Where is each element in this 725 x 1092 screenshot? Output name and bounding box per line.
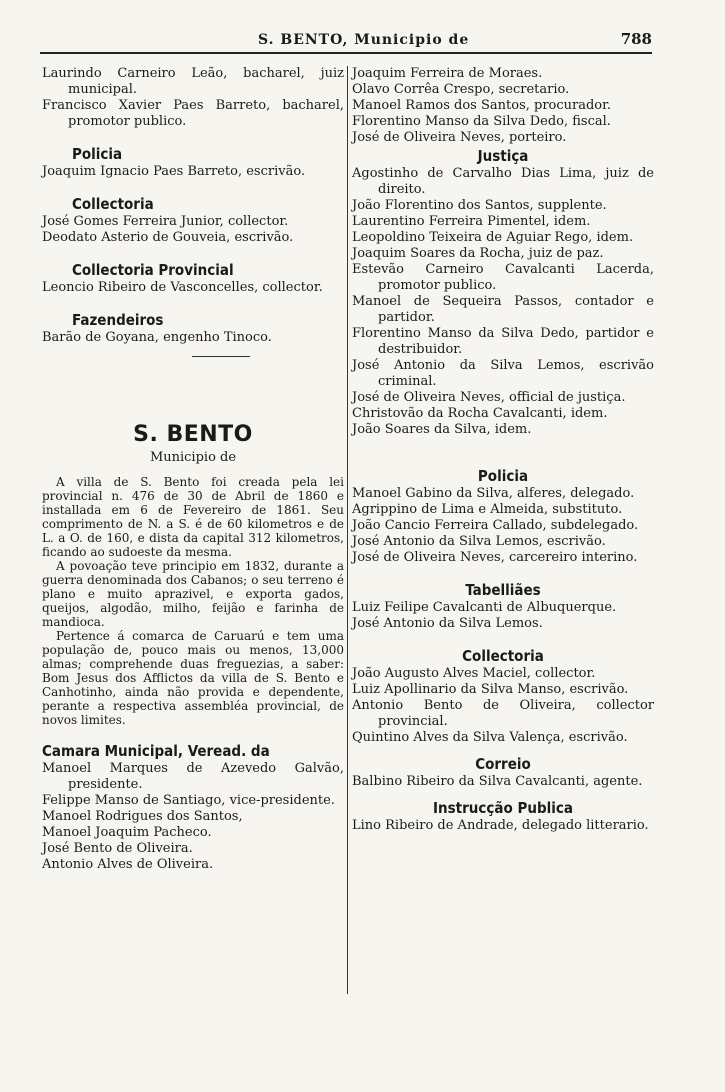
section-heading: Correio <box>475 755 531 773</box>
entry: Lino Ribeiro de Andrade, delegado litterario. <box>352 818 649 833</box>
entry: Laurentino Ferreira Pimentel, idem. <box>352 214 591 229</box>
entry: Joaquim Soares da Rocha, juiz de paz. <box>352 246 604 261</box>
column-divider <box>347 66 348 994</box>
section-heading: Collectoria Provincial <box>72 261 234 279</box>
entry: Luiz Feilipe Cavalcanti de Albuquerque. <box>352 600 617 615</box>
entry: Manoel Rodrigues dos Santos, <box>42 809 243 824</box>
entry: Joaquim Ignacio Paes Barreto, escrivão. <box>42 164 306 179</box>
entry: Manoel Marques de Azevedo Galvão, presidente. <box>42 761 344 792</box>
section-heading: Camara Municipal, Veread. da <box>42 742 270 760</box>
entry: José Antonio da Silva Lemos. <box>352 616 543 631</box>
entry: José Antonio da Silva Lemos, escrivão criminal. <box>352 358 654 389</box>
entry: José de Oliveira Neves, official de justiça. <box>352 390 626 405</box>
entry: José Gomes Ferreira Junior, collector. <box>42 214 289 229</box>
entry: Antonio Bento de Oliveira, collector provincial. <box>352 698 654 729</box>
entry: João Florentino dos Santos, supplente. <box>352 198 607 213</box>
municipio-subtitle: Municipio de <box>149 450 237 465</box>
page-header <box>40 28 652 50</box>
entry: Balbino Ribeiro da Silva Cavalcanti, agente. <box>352 774 643 789</box>
page-number: 788 <box>620 30 652 48</box>
entry: José de Oliveira Neves, porteiro. <box>352 130 567 145</box>
entry: José de Oliveira Neves, carcereiro interino. <box>352 550 638 565</box>
entry: Manoel de Sequeira Passos, contador e partidor. <box>352 294 654 325</box>
entry: João Soares da Silva, idem. <box>352 422 532 437</box>
header-rule <box>40 52 652 54</box>
entry: Francisco Xavier Paes Barreto, bacharel, promotor publico. <box>42 98 344 129</box>
section-heading: Policia <box>477 467 529 485</box>
entry: Florentino Manso da Silva Dedo, fiscal. <box>352 114 611 129</box>
history-paragraph: Pertence á comarca de Caruarú e tem uma população de, pouco mais ou menos, 13,000 almas; comprehende duas freguezias, a saber: Bom Jesus dos Afflictos da villa de S. Bento e Canhotinho, ainda não provida e dependente, perante a respectiva assembléa provincial, de novos limites. <box>42 629 344 727</box>
entry: Florentino Manso da Silva Dedo, partidor e destribuidor. <box>352 326 654 357</box>
entry: Joaquim Ferreira de Moraes. <box>352 66 543 81</box>
entry: Manoel Joaquim Pacheco. <box>42 825 212 840</box>
entry: Felippe Manso de Santiago, vice-presidente. <box>42 793 335 808</box>
entry: Manoel Ramos dos Santos, procurador. <box>352 98 612 113</box>
entry: José Antonio da Silva Lemos, escrivão. <box>352 534 606 549</box>
entry: Laurindo Carneiro Leão, bacharel, juiz municipal. <box>42 66 344 97</box>
history-paragraph: A villa de S. Bento foi creada pela lei provincial n. 476 de 30 de Abril de 1860 e installada em 6 de Fevereiro de 1861. Seu comprimento de N. a S. é de 60 kilometros e de L. a O. de 160, e dista da capital 312 kilometros, ficando ao sudoeste da mesma. <box>42 475 344 559</box>
left-column <box>42 66 344 873</box>
section-heading: Instrucção Publica <box>433 799 573 817</box>
entry: Leopoldino Teixeira de Aguiar Rego, idem. <box>352 230 634 245</box>
entry: Barão de Goyana, engenho Tinoco. <box>42 330 272 345</box>
entry: João Augusto Alves Maciel, collector. <box>352 666 596 681</box>
entry: Luiz Apollinario da Silva Manso, escrivão. <box>352 682 629 697</box>
running-head: S. BENTO, Municipio de <box>258 32 470 48</box>
section-heading: Collectoria <box>72 195 154 213</box>
entry: Quintino Alves da Silva Valença, escrivão. <box>352 730 628 745</box>
entry: Christovão da Rocha Cavalcanti, idem. <box>352 406 608 421</box>
entry: Antonio Alves de Oliveira. <box>42 857 214 872</box>
entry: Leoncio Ribeiro de Vasconcelles, collector. <box>42 280 323 295</box>
history-paragraph: A povoação teve principio em 1832, durante a guerra denominada dos Cabanos; o seu terreno é plano e muito aprazivel, e exporta gados, queijos, algodão, milho, feijão e farinha de mandioca. <box>42 559 344 629</box>
entry: João Cancio Ferreira Callado, subdelegado. <box>352 518 639 533</box>
section-heading: Tabelliães <box>465 581 541 599</box>
section-heading: Collectoria <box>462 647 544 665</box>
entry: Agrippino de Lima e Almeida, substituto. <box>352 502 623 517</box>
municipio-title: S. BENTO <box>133 422 253 447</box>
section-heading: Policia <box>72 145 123 163</box>
entry: Manoel Gabino da Silva, alferes, delegado. <box>352 486 635 501</box>
entry: José Bento de Oliveira. <box>42 841 193 856</box>
entry: Olavo Corrêa Crespo, secretario. <box>352 82 570 97</box>
entry: Deodato Asterio de Gouveia, escrivão. <box>42 230 294 245</box>
entry: Agostinho de Carvalho Dias Lima, juiz de direito. <box>352 166 654 197</box>
entry: Estevão Carneiro Cavalcanti Lacerda, promotor publico. <box>352 262 654 293</box>
section-heading: Justiça <box>477 147 529 165</box>
section-heading: Fazendeiros <box>72 311 164 329</box>
right-column <box>352 66 654 834</box>
